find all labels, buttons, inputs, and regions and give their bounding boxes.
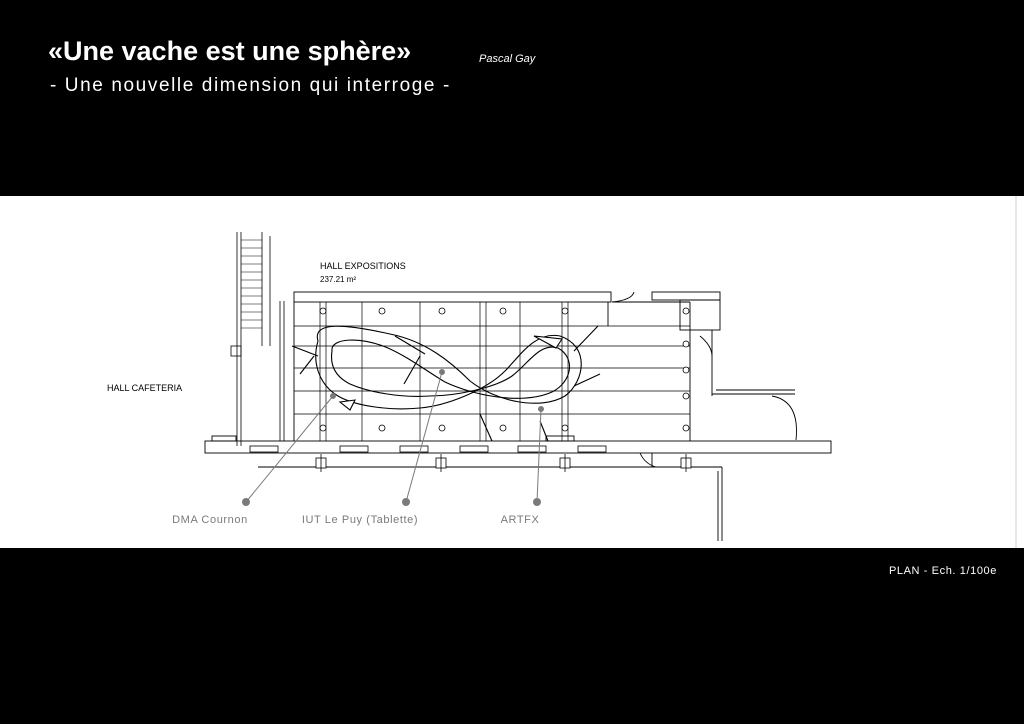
hall-area-label: 237.21 m² — [320, 275, 357, 284]
installation-loop — [292, 326, 600, 441]
floor-plan-drawing — [0, 196, 1024, 548]
column-markers — [320, 308, 689, 431]
author-credit: Pascal Gay — [479, 53, 536, 65]
callout-lines — [243, 370, 544, 506]
callout-label-iut: IUT Le Puy (Tablette) — [301, 514, 419, 526]
callout-label-artfx: ARTFX — [500, 514, 540, 526]
page-subtitle: - Une nouvelle dimension qui interroge - — [50, 75, 451, 96]
hall-cafeteria-label: HALL CAFETERIA — [107, 383, 183, 393]
stair-column — [231, 232, 284, 446]
callout-dot-iut — [403, 499, 410, 506]
floor-plan-panel — [0, 196, 1024, 548]
hall-expositions-label: HALL EXPOSITIONS — [320, 261, 406, 271]
hall-walls — [294, 292, 797, 441]
callout-dot-dma — [243, 499, 250, 506]
page-title: «Une vache est une sphère» — [48, 36, 412, 66]
plan-scale-label: PLAN - Ech. 1/100e — [888, 565, 997, 577]
callout-dot-artfx — [534, 499, 541, 506]
base-plates — [250, 446, 691, 472]
structure-beams — [294, 302, 690, 441]
callout-label-dma: DMA Cournon — [172, 514, 248, 526]
